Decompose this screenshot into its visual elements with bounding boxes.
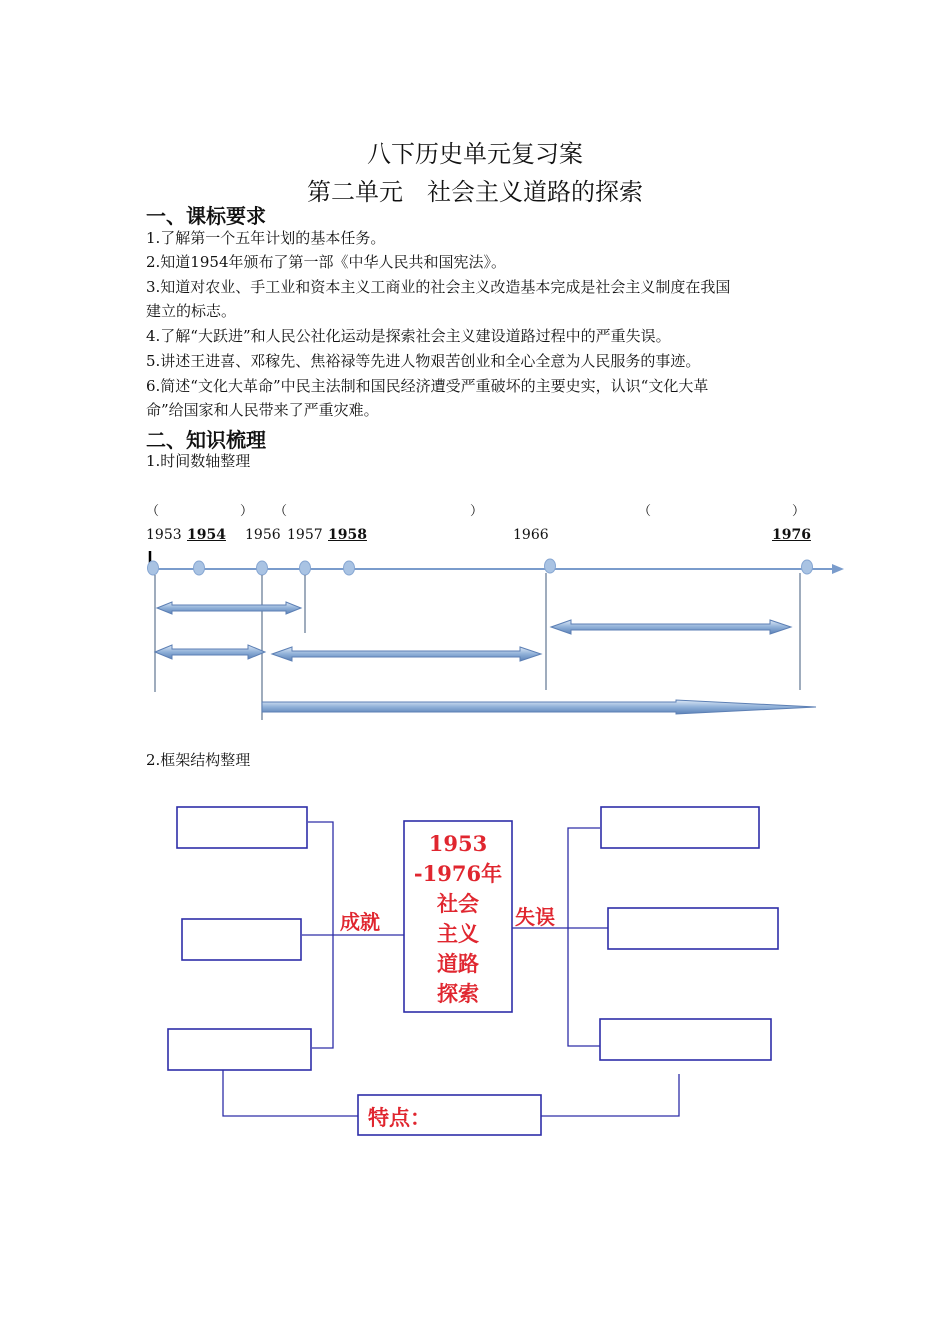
timeline-dot (300, 561, 311, 575)
year-label: 1976 (772, 527, 811, 543)
blank-paren-open: （ (146, 504, 160, 519)
blank-box-achievement (182, 919, 301, 960)
subsection-framework: 2.框架结构整理 (146, 751, 251, 769)
list-item: 1.了解第一个五年计划的基本任务。 (146, 229, 386, 247)
page-subtitle: 第二单元 社会主义道路的探索 (307, 178, 643, 206)
blank-box-mistake (600, 1019, 771, 1060)
subsection-timeline: 1.时间数轴整理 (146, 452, 251, 470)
feature-label: 特点： (368, 1105, 431, 1130)
timeline-dot (344, 561, 355, 575)
blank-paren-open: （ (638, 504, 652, 519)
timeline-dot (148, 561, 159, 575)
list-item: 4.了解“大跃进”和人民公社化运动是探索社会主义建设道路过程中的严重失误。 (146, 327, 671, 345)
long-period-arrow (262, 700, 816, 714)
year-label: 1953 (146, 527, 182, 543)
list-item: 命”给国家和人民带来了严重灾难。 (146, 401, 379, 419)
list-item: 5.讲述王进喜、邓稼先、焦裕禄等先进人物艰苦创业和全心全意为人民服务的事迹。 (146, 352, 701, 370)
timeline-dot (194, 561, 205, 575)
section-heading-knowledge: 二、知识梳理 (146, 428, 266, 452)
period-arrow (551, 620, 791, 634)
timeline-dot (257, 561, 268, 575)
year-label: 1954 (187, 527, 226, 543)
list-item: 2.知道1954年颁布了第一部《中华人民共和国宪法》。 (146, 253, 506, 271)
blank-paren-close: ） (240, 504, 254, 519)
timeline-arrowhead (832, 564, 844, 574)
center-line: 社会 (437, 891, 479, 916)
year-label: 1966 (513, 527, 549, 543)
blank-paren-close: ） (470, 504, 484, 519)
center-line: 探索 (437, 981, 479, 1006)
connector (541, 1074, 679, 1116)
list-item: 建立的标志。 (146, 302, 237, 320)
mistake-label: 失误 (515, 905, 555, 929)
list-item: 6.简述“文化大革命”中民主法制和国民经济遭受严重破坏的主要史实，认识“文化大革 (146, 377, 709, 395)
timeline-dot (545, 559, 556, 573)
blank-box-mistake (601, 807, 759, 848)
center-line: -1976年 (413, 861, 503, 886)
center-title (404, 829, 512, 1009)
list-item: 3.知道对农业、手工业和资本主义工商业的社会主义改造基本完成是社会主义制度在我国 (146, 278, 731, 296)
period-arrow (155, 645, 265, 659)
year-label: 1958 (328, 527, 367, 543)
achievement-label: 成就 (340, 910, 380, 934)
blank-paren-close: ） (792, 504, 806, 519)
blank-box-achievement (168, 1029, 311, 1070)
period-arrow (157, 602, 301, 614)
connector (223, 1070, 358, 1116)
page-title: 八下历史单元复习案 (367, 140, 583, 168)
blank-box-achievement (177, 807, 307, 848)
center-line: 道路 (437, 951, 479, 976)
section-heading-standards: 一、课标要求 (146, 204, 266, 228)
blank-box-mistake (608, 908, 778, 949)
year-label: 1957 (287, 527, 323, 543)
year-label: 1956 (245, 527, 281, 543)
center-line: 主义 (437, 921, 479, 946)
period-arrow (272, 647, 541, 661)
center-line: 1953 (428, 831, 488, 856)
timeline-dot (802, 560, 813, 574)
connector (568, 828, 600, 1046)
blank-paren-open: （ (274, 504, 288, 519)
